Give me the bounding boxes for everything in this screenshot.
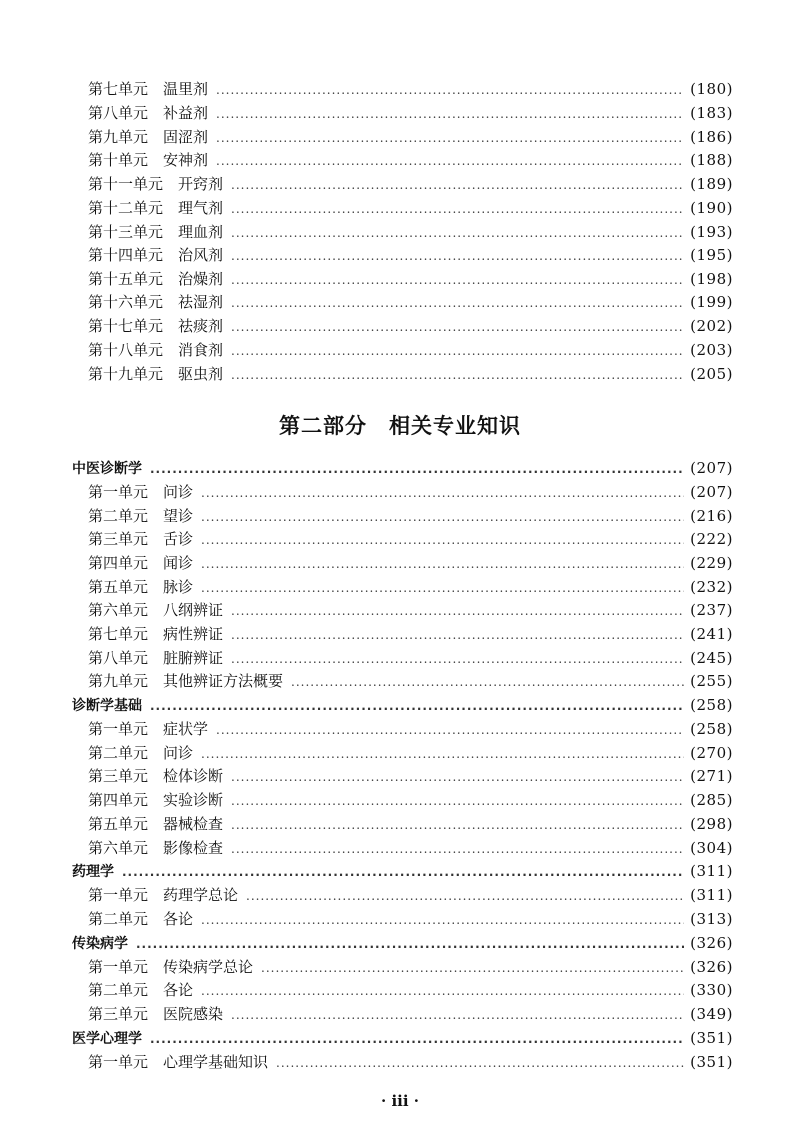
unit-title: 检体诊断 [163, 767, 224, 785]
unit-number: 第十七单元 [88, 317, 164, 335]
dot-leader [276, 1053, 684, 1073]
page-number: (180) [690, 80, 733, 98]
toc-entry[interactable] [88, 364, 733, 385]
toc-entry[interactable] [88, 577, 733, 598]
unit-number: 第九单元 [88, 128, 149, 146]
unit-title: 祛痰剂 [178, 317, 224, 335]
unit-title: 闻诊 [163, 554, 194, 572]
unit-number: 第十九单元 [88, 365, 164, 383]
unit-number: 第二单元 [88, 981, 149, 999]
unit-title: 八纲辨证 [163, 601, 224, 619]
page-number: (241) [690, 625, 733, 643]
page-number: (258) [690, 696, 733, 714]
toc-entry[interactable] [88, 269, 733, 290]
page-number: (270) [690, 744, 733, 762]
dot-leader [231, 223, 684, 243]
unit-title: 舌诊 [163, 530, 194, 548]
unit-number: 第二单元 [88, 910, 149, 928]
dot-leader [231, 791, 684, 811]
dot-leader [150, 1029, 684, 1049]
unit-title: 补益剂 [163, 104, 209, 122]
dot-leader [216, 80, 684, 100]
unit-number: 第七单元 [88, 625, 149, 643]
page-number: (237) [690, 601, 733, 619]
unit-number: 第十四单元 [88, 246, 164, 264]
page-number: (311) [690, 886, 733, 904]
unit-number: 第六单元 [88, 601, 149, 619]
toc-entry[interactable] [88, 292, 733, 313]
dot-leader [201, 554, 684, 574]
footer-page-number: · iii · [381, 1092, 419, 1110]
dot-leader [231, 1005, 684, 1025]
toc-entry[interactable] [88, 245, 733, 266]
unit-title: 传染病学总论 [163, 958, 254, 976]
toc-entry[interactable] [88, 980, 733, 1001]
toc-entry[interactable] [88, 957, 733, 978]
page-number: (255) [690, 672, 733, 690]
unit-title: 各论 [163, 981, 194, 999]
dot-leader [216, 104, 684, 124]
toc-entry[interactable] [88, 719, 733, 740]
page-number: (298) [690, 815, 733, 833]
dot-leader [201, 483, 684, 503]
page-number: (193) [690, 223, 733, 241]
unit-title: 温里剂 [163, 80, 209, 98]
toc-section[interactable] [72, 458, 733, 479]
dot-leader [201, 744, 684, 764]
dot-leader [122, 862, 684, 882]
unit-number: 第十二单元 [88, 199, 164, 217]
toc-entry[interactable] [88, 222, 733, 243]
page-number: (285) [690, 791, 733, 809]
page-number: (313) [690, 910, 733, 928]
unit-title: 实验诊断 [163, 791, 224, 809]
dot-leader [201, 530, 684, 550]
page-number: (195) [690, 246, 733, 264]
unit-number: 第三单元 [88, 1005, 149, 1023]
page-number: (207) [690, 459, 733, 477]
page-number: (188) [690, 151, 733, 169]
unit-number: 第十一单元 [88, 175, 164, 193]
toc-entry[interactable] [88, 766, 733, 787]
unit-title: 其他辨证方法概要 [163, 672, 284, 690]
unit-number: 第十八单元 [88, 341, 164, 359]
page-number: (205) [690, 365, 733, 383]
unit-title: 医院感染 [163, 1005, 224, 1023]
dot-leader [231, 625, 684, 645]
unit-number: 第八单元 [88, 649, 149, 667]
part-label: 第二部分 [279, 414, 367, 438]
unit-number: 第八单元 [88, 104, 149, 122]
unit-title: 各论 [163, 910, 194, 928]
dot-leader [231, 293, 684, 313]
toc-entry[interactable] [88, 340, 733, 361]
page-number: (216) [690, 507, 733, 525]
dot-leader [201, 507, 684, 527]
dot-leader [201, 578, 684, 598]
unit-title: 消食剂 [178, 341, 224, 359]
unit-title: 开窍剂 [178, 175, 224, 193]
page-number: (207) [690, 483, 733, 501]
toc-entry[interactable] [88, 1052, 733, 1073]
toc-entry[interactable] [88, 838, 733, 859]
toc-entry[interactable] [88, 743, 733, 764]
dot-leader [216, 128, 684, 148]
page-number: (351) [690, 1053, 733, 1071]
dot-leader [231, 175, 684, 195]
dot-leader [231, 365, 684, 385]
unit-title: 器械检查 [163, 815, 224, 833]
unit-number: 第一单元 [88, 720, 149, 738]
toc-entry[interactable] [88, 814, 733, 835]
page-number: (202) [690, 317, 733, 335]
dot-leader [231, 270, 684, 290]
page-number: (271) [690, 767, 733, 785]
dot-leader [231, 317, 684, 337]
section-title: 诊断学基础 [72, 698, 142, 714]
page-number: (232) [690, 578, 733, 596]
page-number: (326) [690, 958, 733, 976]
unit-number: 第十单元 [88, 151, 149, 169]
dot-leader [231, 341, 684, 361]
dot-leader [201, 910, 684, 930]
section-title: 传染病学 [72, 936, 128, 952]
unit-title: 脉诊 [163, 578, 194, 596]
toc-entry[interactable] [88, 529, 733, 550]
unit-number: 第三单元 [88, 767, 149, 785]
unit-number: 第六单元 [88, 839, 149, 857]
unit-number: 第四单元 [88, 791, 149, 809]
unit-title: 安神剂 [163, 151, 209, 169]
toc-entry[interactable] [88, 790, 733, 811]
toc-entry[interactable] [88, 885, 733, 906]
unit-title: 治风剂 [178, 246, 224, 264]
dot-leader [246, 886, 684, 906]
unit-number: 第三单元 [88, 530, 149, 548]
dot-leader [261, 958, 684, 978]
unit-number: 第四单元 [88, 554, 149, 572]
unit-number: 第二单元 [88, 507, 149, 525]
unit-number: 第五单元 [88, 815, 149, 833]
unit-title: 祛湿剂 [178, 293, 224, 311]
toc-entry[interactable] [88, 1004, 733, 1025]
unit-number: 第五单元 [88, 578, 149, 596]
unit-title: 脏腑辨证 [163, 649, 224, 667]
page-number: (330) [690, 981, 733, 999]
dot-leader [201, 981, 684, 1001]
page-number: (304) [690, 839, 733, 857]
toc-entry[interactable] [88, 671, 733, 692]
toc-entry[interactable] [88, 103, 733, 124]
section-title: 中医诊断学 [72, 461, 142, 477]
toc-entry[interactable] [88, 648, 733, 669]
dot-leader [150, 696, 684, 716]
toc-entry[interactable] [88, 909, 733, 930]
unit-number: 第一单元 [88, 958, 149, 976]
dot-leader [231, 839, 684, 859]
unit-title: 驱虫剂 [178, 365, 224, 383]
dot-leader [136, 934, 684, 954]
dot-leader [216, 720, 684, 740]
toc-entry[interactable] [88, 600, 733, 621]
page-number: (258) [690, 720, 733, 738]
unit-number: 第二单元 [88, 744, 149, 762]
part-heading [0, 410, 800, 440]
toc-entry[interactable] [88, 198, 733, 219]
toc-section[interactable] [72, 695, 733, 716]
unit-title: 影像检查 [163, 839, 224, 857]
dot-leader [216, 151, 684, 171]
unit-title: 症状学 [163, 720, 209, 738]
toc-entry[interactable] [88, 127, 733, 148]
unit-number: 第十五单元 [88, 270, 164, 288]
unit-title: 理血剂 [178, 223, 224, 241]
page-number: (190) [690, 199, 733, 217]
page-number: (351) [690, 1029, 733, 1047]
page-number: (183) [690, 104, 733, 122]
unit-title: 理气剂 [178, 199, 224, 217]
page-number: (222) [690, 530, 733, 548]
unit-number: 第一单元 [88, 483, 149, 501]
toc-section[interactable] [72, 861, 733, 882]
dot-leader [231, 815, 684, 835]
unit-title: 治燥剂 [178, 270, 224, 288]
unit-title: 问诊 [163, 483, 194, 501]
part-title: 相关专业知识 [389, 414, 521, 438]
unit-number: 第一单元 [88, 1053, 149, 1071]
toc-entry[interactable] [88, 624, 733, 645]
unit-title: 固涩剂 [163, 128, 209, 146]
unit-title: 病性辨证 [163, 625, 224, 643]
unit-title: 心理学基础知识 [163, 1053, 269, 1071]
toc-entry[interactable] [88, 174, 733, 195]
toc-entry[interactable] [88, 482, 733, 503]
page-number: (349) [690, 1005, 733, 1023]
page-number: (229) [690, 554, 733, 572]
dot-leader [231, 767, 684, 787]
toc-entry[interactable] [88, 506, 733, 527]
unit-number: 第七单元 [88, 80, 149, 98]
page-number: (245) [690, 649, 733, 667]
unit-title: 药理学总论 [163, 886, 239, 904]
toc-entry[interactable] [88, 316, 733, 337]
unit-number: 第十三单元 [88, 223, 164, 241]
unit-title: 问诊 [163, 744, 194, 762]
page-number: (326) [690, 934, 733, 952]
dot-leader [231, 649, 684, 669]
section-title: 药理学 [72, 864, 114, 880]
toc-entry[interactable] [88, 553, 733, 574]
toc-entry[interactable] [88, 150, 733, 171]
dot-leader [231, 246, 684, 266]
unit-title: 望诊 [163, 507, 194, 525]
unit-number: 第九单元 [88, 672, 149, 690]
toc-section[interactable] [72, 933, 733, 954]
section-title: 医学心理学 [72, 1031, 142, 1047]
toc-entry[interactable] [88, 79, 733, 100]
page-number: (198) [690, 270, 733, 288]
page-number: (203) [690, 341, 733, 359]
toc-section[interactable] [72, 1028, 733, 1049]
dot-leader [231, 199, 684, 219]
page-number: (311) [690, 862, 733, 880]
dot-leader [150, 459, 684, 479]
page-number: (199) [690, 293, 733, 311]
unit-number: 第一单元 [88, 886, 149, 904]
page-number: (186) [690, 128, 733, 146]
dot-leader [291, 672, 684, 692]
dot-leader [231, 601, 684, 621]
page-number: (189) [690, 175, 733, 193]
unit-number: 第十六单元 [88, 293, 164, 311]
